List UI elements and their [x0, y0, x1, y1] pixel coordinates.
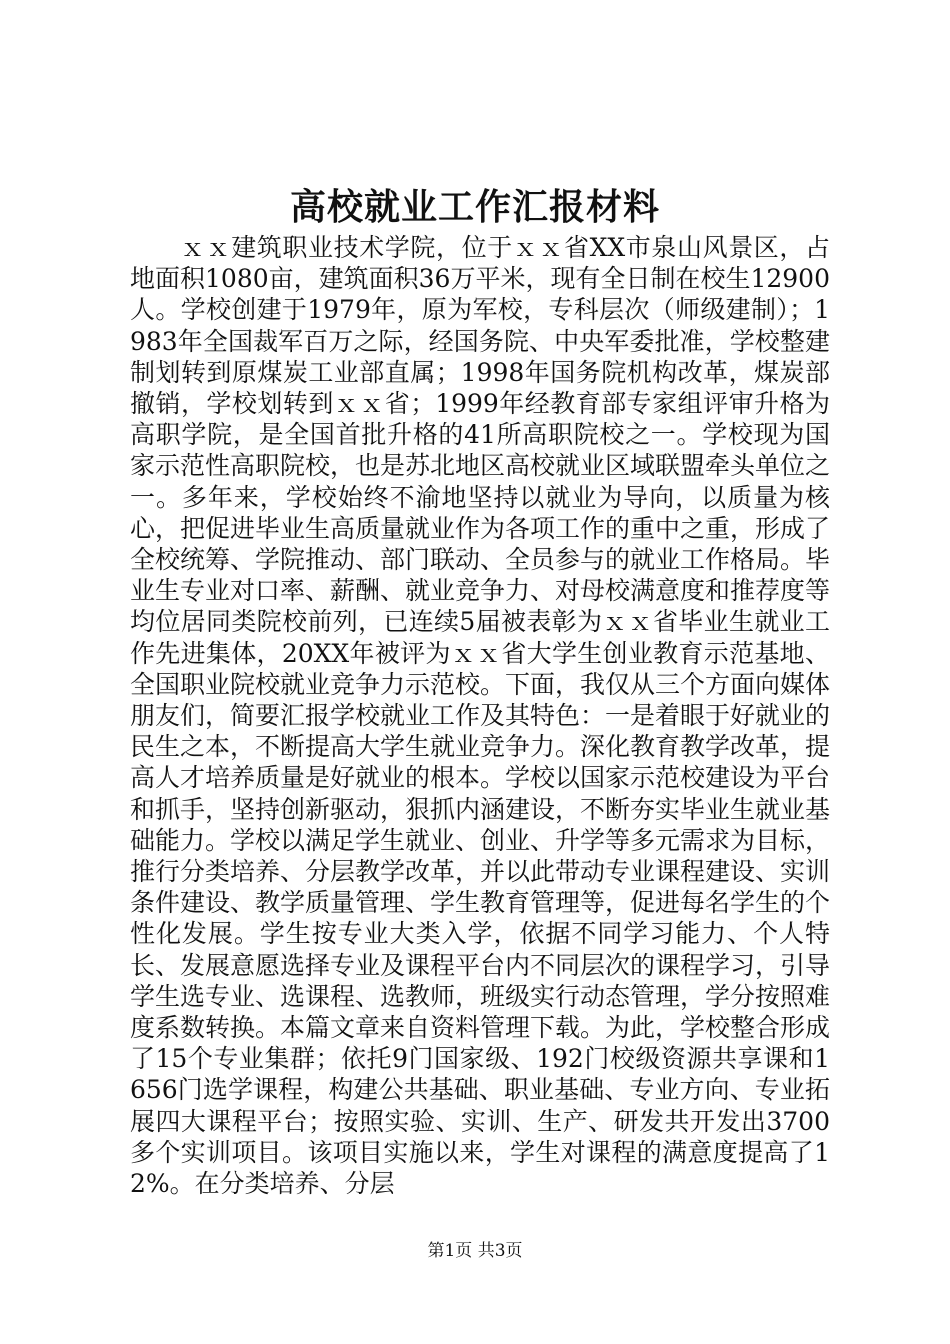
body-paragraph: ｘｘ建筑职业技术学院，位于ｘｘ省XX市泉山风景区，占地面积1080亩，建筑面积36万平米，现有全日制在校生12900人。学校创建于1979年，原为军校，专科层次（师级建制）；1983年全国裁军百万之际，经国务院、中央军委批准，学校整建制划转到原煤炭工业部直属；1998年国务院机构改革，煤炭部撤销，学校划转到ｘｘ省；1999年经教育部专家组评审升格为高职学院，是全国首批升格的41所高职院校之一。学校现为国家示范性高职院校，也是苏北地区高校就业区域联盟牵头单位之一。多年来，学校始终不渝地坚持以就业为导向，以质量为核心，把促进毕业生高质量就业作为各项工作的重中之重，形成了全校统筹、学院推动、部门联动、全员参与的就业工作格局。毕业生专业对口率、薪酬、就业竞争力、对母校满意度和推荐度等均位居同类院校前列，已连续5届被表彰为ｘｘ省毕业生就业工作先进集体，20XX年被评为ｘｘ省大学生创业教育示范基地、全国职业院校就业竞争力示范校。下面，我仅从三个方面向媒体朋友们，简要汇报学校就业工作及其特色：一是着眼于好就业的民生之本，不断提高大学生就业竞争力。深化教育教学改革，提高人才培养质量是好就业的根本。学校以国家示范校建设为平台和抓手，坚持创新驱动，狠抓内涵建设，不断夯实毕业生就业基础能力。学校以满足学生就业、创业、升学等多元需求为目标，推行分类培养、分层教学改革，并以此带动专业课程建设、实训条件建设、教学质量管理、学生教育管理等，促进每名学生的个性化发展。学生按专业大类入学，依据不同学习能力、个人特长、发展意愿选择专业及课程平台内不同层次的课程学习，引导学生选专业、选课程、选教师，班级实行动态管理，学分按照难度系数转换。本篇文章来自资料管理下载。为此，学校整合形成了15个专业集群；依托9门国家级、192门校级资源共享课和1656门选学课程，构建公共基础、职业基础、专业方向、专业拓展四大课程平台；按照实验、实训、生产、研发共开发出3700多个实训项目。该项目实施以来，学生对课程的满意度提高了12%。在分类培养、分层 [130, 233, 831, 1199]
document-title: 高校就业工作汇报材料 [289, 186, 660, 228]
page-number-footer: 第1页 共3页 [427, 1241, 523, 1261]
